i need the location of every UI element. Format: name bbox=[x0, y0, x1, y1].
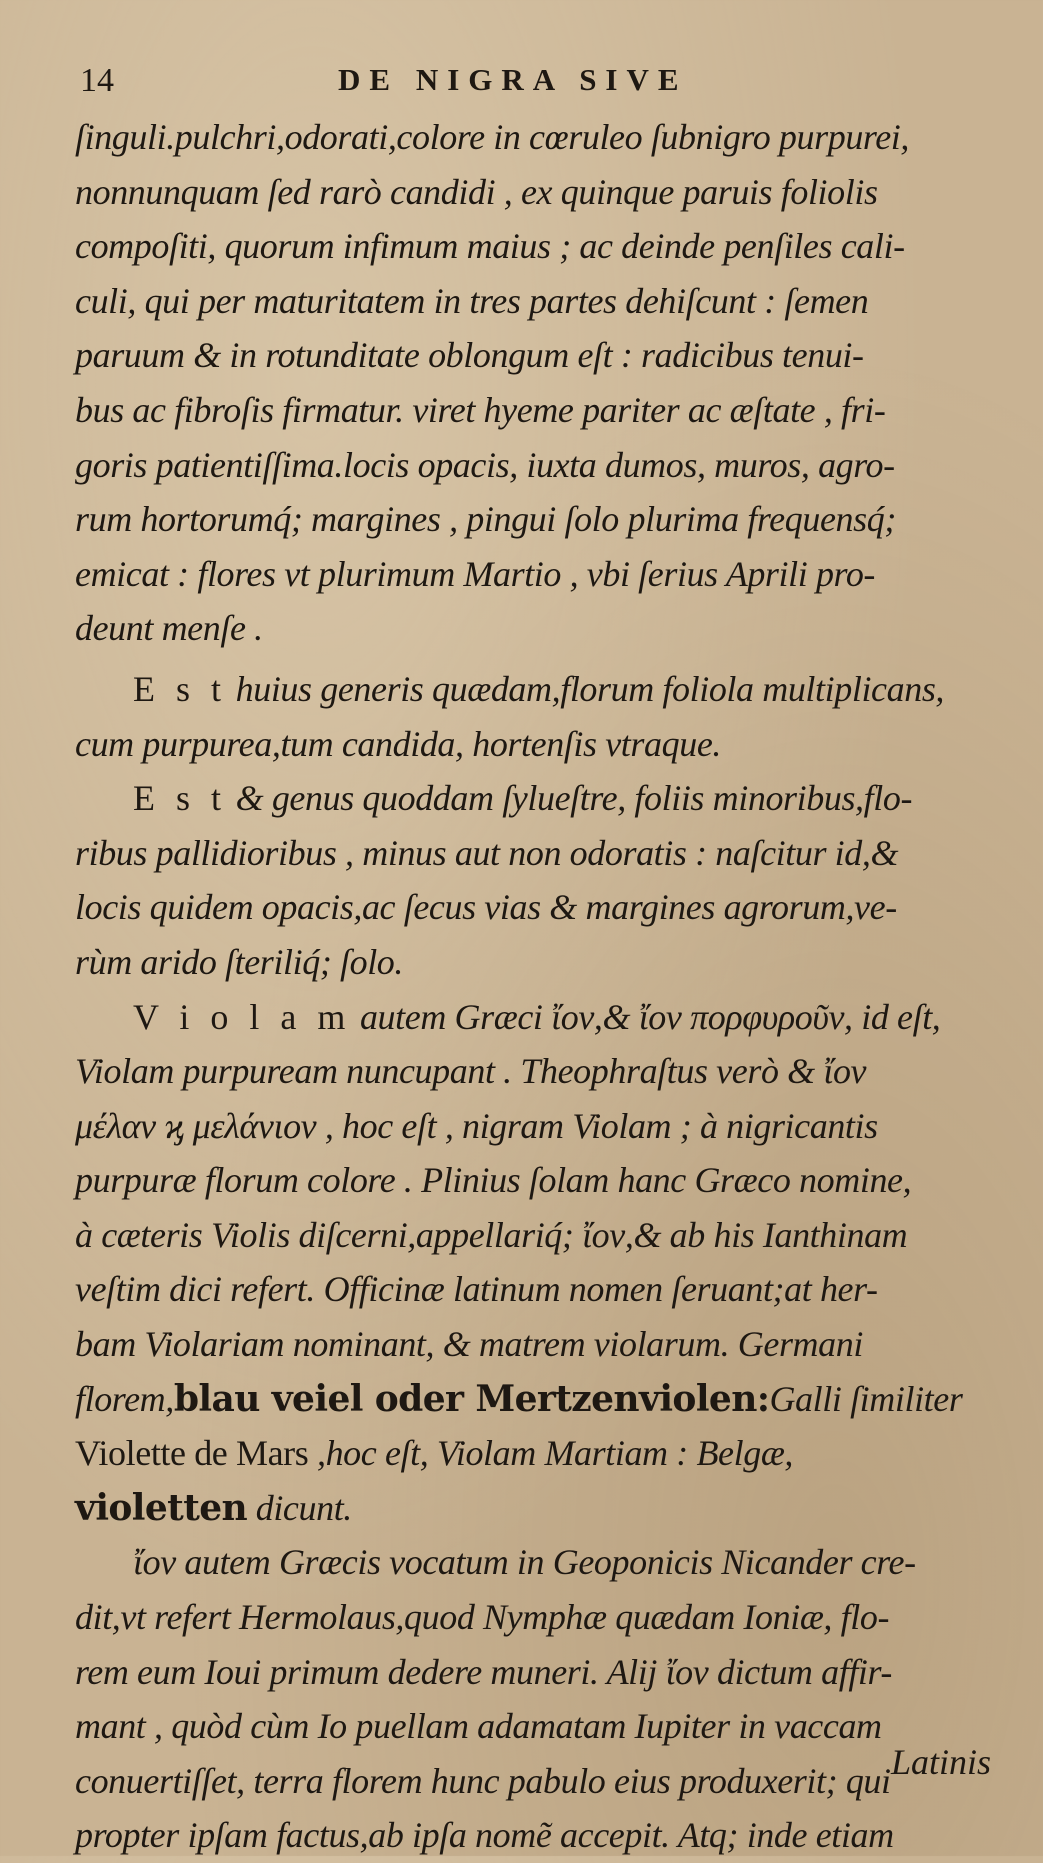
text-line bbox=[75, 1262, 995, 1317]
line-text: Galli ſimiliter bbox=[769, 1378, 963, 1419]
line-text: Violam purpuream nuncupant . Theophraſtus verò & ἴον bbox=[75, 1051, 867, 1092]
text-line bbox=[75, 935, 995, 990]
paragraph-start bbox=[75, 771, 995, 826]
line-text: propter ipſam factus,ab ipſa nomẽ accepit. Atq; inde etiam bbox=[75, 1815, 894, 1856]
line-text: ἴον autem Græcis vocatum in Geoponicis Nicander cre- bbox=[133, 1542, 916, 1583]
text-line bbox=[75, 1699, 995, 1754]
line-text: bam Violariam nominant, & matrem violarum. Germani bbox=[75, 1324, 863, 1365]
small-caps-word: E s t bbox=[133, 778, 228, 819]
line-text: mant , quòd cùm Io puellam adamatam Iupiter in vaccam bbox=[75, 1706, 882, 1747]
line-text: deunt menſe . bbox=[75, 608, 263, 649]
text-line bbox=[75, 1426, 995, 1481]
text-line bbox=[75, 1808, 995, 1863]
line-text: dicunt. bbox=[247, 1487, 352, 1528]
text-line bbox=[75, 1153, 995, 1208]
text-line bbox=[75, 328, 995, 383]
line-text: conuertiſſet, terra florem hunc pabulo eius produxerit; qui bbox=[75, 1760, 891, 1801]
catchword: Latinis bbox=[890, 1742, 991, 1782]
text-line bbox=[75, 438, 995, 493]
line-text: goris patientiſſima.locis opacis, iuxta dumos, muros, agro- bbox=[75, 444, 895, 485]
line-text: autem Græci ἴον,& ἴον πορφυροῦν, id eſt, bbox=[351, 996, 941, 1037]
text-line bbox=[75, 1481, 995, 1536]
text-line bbox=[75, 1372, 995, 1427]
body-text bbox=[75, 110, 995, 1863]
text-line bbox=[75, 826, 995, 881]
text-line bbox=[75, 717, 995, 772]
line-text: rem eum Ioui primum dedere muneri. Alij ἴον dictum affir- bbox=[75, 1651, 893, 1692]
line-text: ribus pallidioribus , minus aut non odoratis : naſcitur id,& bbox=[75, 832, 899, 873]
text-line bbox=[75, 1208, 995, 1263]
small-caps-word: V i o l a m bbox=[133, 996, 352, 1037]
text-line bbox=[75, 1099, 995, 1154]
line-text: paruum & in rotunditate oblongum eſt : radicibus tenui- bbox=[75, 335, 864, 376]
line-text: emicat : flores vt plurimum Martio , vbi ſerius Aprili pro- bbox=[75, 553, 876, 594]
line-text: & genus quoddam ſylueſtre, foliis minoribus,flo- bbox=[227, 778, 913, 819]
line-text: compoſiti, quorum infimum maius ; ac deinde penſiles cali- bbox=[75, 226, 905, 267]
text-line bbox=[75, 1754, 995, 1809]
line-text: purpuræ florum colore . Plinius ſolam hanc Græco nomine, bbox=[75, 1160, 912, 1201]
blackletter-phrase: blau veiel oder Mertzenviolen: bbox=[173, 1377, 770, 1420]
small-caps-word: E s t bbox=[133, 668, 228, 709]
line-text: ſinguli.pulchri,odorati,colore in cœruleo ſubnigro purpurei, bbox=[75, 117, 909, 157]
paragraph-start bbox=[75, 1535, 995, 1590]
line-text: μέλαν ϗ μελάνιον , hoc eſt , nigram Violam ; à nigricantis bbox=[75, 1105, 878, 1146]
page-header bbox=[80, 62, 960, 112]
line-text: cum purpurea,tum candida, hortenſis vtraque. bbox=[75, 723, 721, 764]
text-line bbox=[75, 219, 995, 274]
text-line bbox=[75, 165, 995, 220]
line-text: ,hoc eſt, Violam Martiam : Belgæ, bbox=[308, 1433, 794, 1474]
line-text: rum hortorumq́; margines , pingui ſolo plurima frequensq́; bbox=[75, 499, 896, 540]
text-line bbox=[75, 601, 995, 656]
line-text: locis quidem opacis,ac ſecus vias & margines agrorum,ve- bbox=[75, 887, 897, 928]
text-line bbox=[75, 880, 995, 935]
line-text: culi, qui per maturitatem in tres partes dehiſcunt : ſemen bbox=[75, 280, 869, 321]
blackletter-phrase: violetten bbox=[75, 1486, 248, 1529]
line-text: rùm arido ſteriliq́; ſolo. bbox=[75, 941, 404, 982]
text-line bbox=[75, 492, 995, 547]
text-line bbox=[75, 1590, 995, 1645]
line-text: nonnunquam ſed rarò candidi , ex quinque paruis foliolis bbox=[75, 171, 878, 212]
page-number: 14 bbox=[80, 62, 114, 99]
text-line bbox=[75, 1317, 995, 1372]
text-line bbox=[75, 110, 995, 165]
text-line bbox=[75, 274, 995, 329]
line-text: bus ac fibroſis firmatur. viret hyeme pariter ac æſtate , fri- bbox=[75, 389, 886, 430]
text-line bbox=[75, 1645, 995, 1700]
line-text: à cæteris Violis diſcerni,appellariq́; ἴον,& ab his Ianthinam bbox=[75, 1214, 908, 1255]
paragraph-start bbox=[75, 990, 995, 1045]
paragraph-start bbox=[75, 662, 995, 717]
running-head: DE NIGRA SIVE bbox=[338, 62, 688, 97]
line-text: dit,vt refert Hermolaus,quod Nymphæ quædam Ioniæ, flo- bbox=[75, 1597, 890, 1638]
line-text: florem, bbox=[75, 1378, 174, 1419]
text-line bbox=[75, 383, 995, 438]
roman-phrase: Violette de Mars bbox=[75, 1433, 309, 1474]
line-text: huius generis quædam,florum foliola multiplicans, bbox=[227, 668, 945, 709]
text-line bbox=[75, 547, 995, 602]
line-text: veſtim dici refert. Officinæ latinum nomen ſeruant;at her- bbox=[75, 1269, 878, 1310]
text-line bbox=[75, 1044, 995, 1099]
